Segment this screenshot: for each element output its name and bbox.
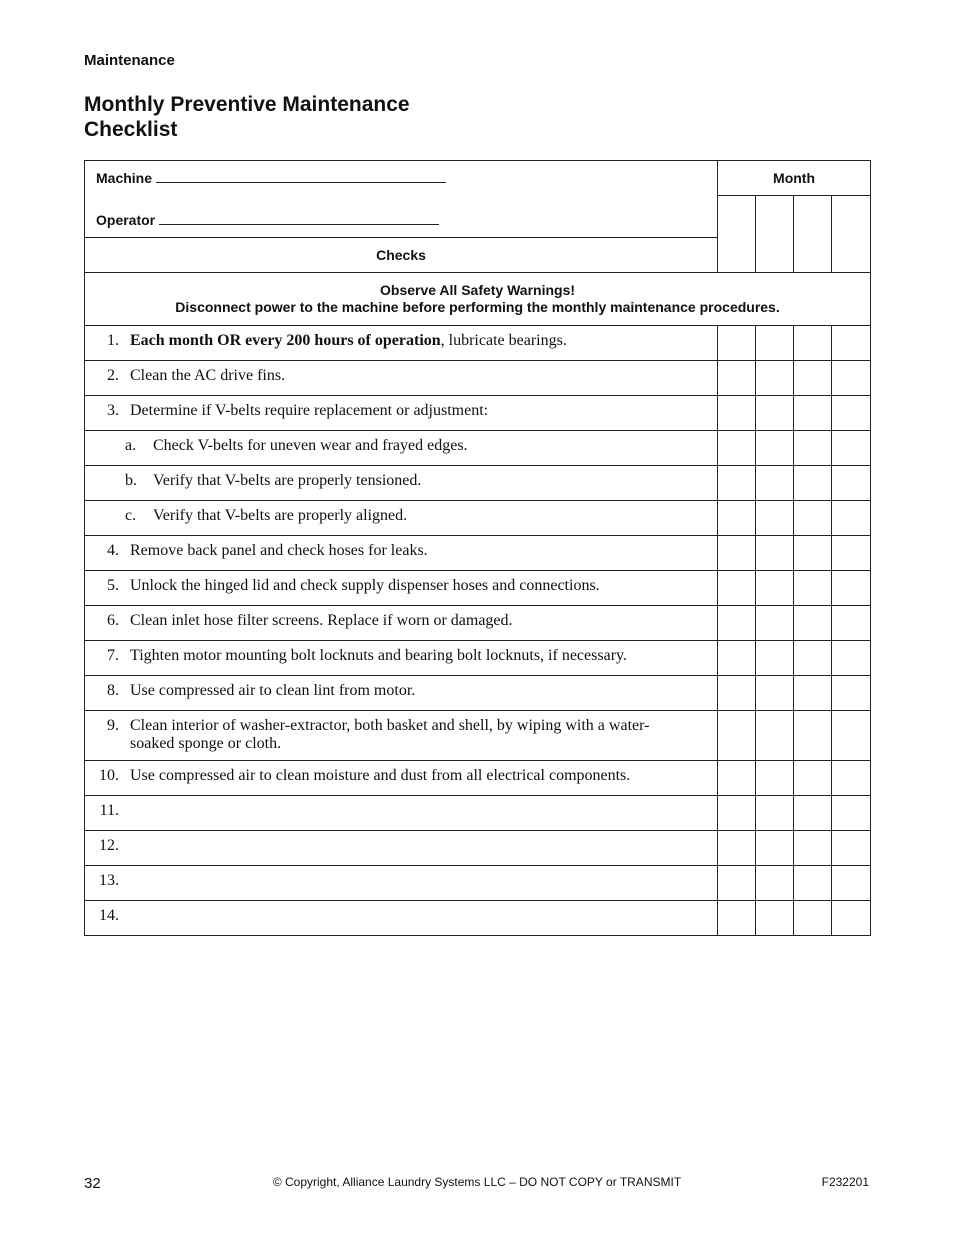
item-number: 1. — [107, 332, 119, 349]
month-2-check-box[interactable] — [756, 571, 794, 606]
item-emphasis: Each month OR every 200 hours of operation — [130, 332, 441, 349]
month-2-check-box[interactable] — [756, 501, 794, 536]
item-number: a. — [125, 437, 137, 454]
month-2-check-box[interactable] — [756, 536, 794, 571]
operator-label: Operator — [96, 212, 156, 228]
checklist-row — [85, 901, 871, 936]
month-2-check-box[interactable] — [756, 761, 794, 796]
item-number: 11. — [99, 802, 119, 819]
checklist-row — [85, 866, 871, 901]
checklist-row — [85, 606, 871, 641]
item-number: 10. — [99, 767, 119, 784]
month-1-check-box[interactable] — [718, 536, 756, 571]
machine-field[interactable] — [96, 170, 446, 186]
operator-blank-line[interactable] — [159, 212, 439, 225]
month-1-check-box[interactable] — [718, 606, 756, 641]
item-number: 2. — [107, 367, 119, 384]
month-1-check-box[interactable] — [718, 866, 756, 901]
month-2-check-box[interactable] — [756, 831, 794, 866]
item-description: Check V-belts for uneven wear and frayed edges. — [153, 437, 468, 454]
checklist-item-text — [85, 831, 718, 866]
month-4-check-box[interactable] — [832, 676, 871, 711]
month-3-check-box[interactable] — [794, 866, 832, 901]
item-number: 9. — [107, 717, 119, 734]
checklist-row — [85, 571, 871, 606]
checklist-row — [85, 466, 871, 501]
item-description: Unlock the hinged lid and check supply dispenser hoses and connections. — [130, 577, 600, 594]
copyright-notice: © Copyright, Alliance Laundry Systems LLC – DO NOT COPY or TRANSMIT — [272, 1175, 682, 1189]
month-2-check-box[interactable] — [756, 901, 794, 936]
month-3-check-box[interactable] — [794, 761, 832, 796]
month-3-check-box[interactable] — [794, 571, 832, 606]
item-description: Determine if V-belts require replacement or adjustment: — [130, 402, 489, 419]
checklist-item-text — [85, 431, 718, 466]
item-description: Tighten motor mounting bolt locknuts and bearing bolt locknuts, if necessary. — [130, 647, 627, 664]
checklist-item-text — [85, 466, 718, 501]
checklist-item-text — [85, 901, 718, 936]
month-4-check-box[interactable] — [832, 466, 871, 501]
month-4-check-box[interactable] — [832, 831, 871, 866]
item-number: 3. — [107, 402, 119, 419]
month-4-check-box[interactable] — [832, 641, 871, 676]
checklist-row — [85, 761, 871, 796]
month-header: Month — [718, 161, 871, 196]
month-2-check-box[interactable] — [756, 866, 794, 901]
month-3-check-box[interactable] — [794, 831, 832, 866]
checklist-item-text — [85, 711, 718, 761]
checklist-row — [85, 431, 871, 466]
month-3-header-box[interactable] — [794, 196, 832, 273]
item-description: Use compressed air to clean moisture and dust from all electrical components. — [130, 767, 631, 784]
month-4-check-box[interactable] — [832, 501, 871, 536]
month-1-check-box[interactable] — [718, 796, 756, 831]
month-4-check-box[interactable] — [832, 361, 871, 396]
operator-field[interactable] — [96, 212, 439, 228]
month-1-check-box[interactable] — [718, 466, 756, 501]
item-description: , lubricate bearings. — [440, 332, 567, 349]
month-2-check-box[interactable] — [756, 676, 794, 711]
checklist-row — [85, 396, 871, 431]
month-2-check-box[interactable] — [756, 641, 794, 676]
machine-operator-fields — [85, 161, 718, 238]
month-4-check-box[interactable] — [832, 796, 871, 831]
month-4-check-box[interactable] — [832, 866, 871, 901]
checklist-row — [85, 501, 871, 536]
month-4-check-box[interactable] — [832, 571, 871, 606]
document-code: F232201 — [821, 1175, 869, 1189]
item-number: b. — [125, 472, 137, 489]
checklist-row — [85, 711, 871, 761]
month-3-check-box[interactable] — [794, 431, 832, 466]
month-4-check-box[interactable] — [832, 761, 871, 796]
month-1-check-box[interactable] — [718, 361, 756, 396]
item-number: 12. — [99, 837, 119, 854]
month-2-check-box[interactable] — [756, 796, 794, 831]
checklist-item-text — [85, 361, 718, 396]
month-2-check-box[interactable] — [756, 431, 794, 466]
month-4-check-box[interactable] — [832, 536, 871, 571]
item-description: Verify that V-belts are properly aligned. — [153, 507, 408, 524]
month-1-check-box[interactable] — [718, 901, 756, 936]
month-3-check-box[interactable] — [794, 711, 832, 761]
title-line-2: Checklist — [84, 118, 178, 141]
item-number: 14. — [99, 907, 119, 924]
checklist-item-text — [85, 796, 718, 831]
safety-warning-line-1: Observe All Safety Warnings! — [380, 282, 576, 298]
machine-blank-line[interactable] — [156, 170, 446, 183]
item-number: 5. — [107, 577, 119, 594]
checklist-item-text — [85, 761, 718, 796]
checklist-item-text — [85, 326, 718, 361]
month-2-check-box[interactable] — [756, 466, 794, 501]
checklist-item-text — [85, 571, 718, 606]
checklist-item-text — [85, 866, 718, 901]
checklist-item-text — [85, 501, 718, 536]
checklist-row — [85, 536, 871, 571]
item-description: Clean the AC drive fins. — [130, 367, 286, 384]
month-4-check-box[interactable] — [832, 901, 871, 936]
title-line-1: Monthly Preventive Maintenance — [84, 93, 410, 116]
month-1-check-box[interactable] — [718, 326, 756, 361]
checklist-row — [85, 641, 871, 676]
checklist-item-text — [85, 396, 718, 431]
month-4-check-box[interactable] — [832, 326, 871, 361]
month-3-check-box[interactable] — [794, 501, 832, 536]
month-2-check-box[interactable] — [756, 361, 794, 396]
month-1-check-box[interactable] — [718, 676, 756, 711]
month-3-check-box[interactable] — [794, 466, 832, 501]
item-number: 7. — [107, 647, 119, 664]
checklist-row — [85, 676, 871, 711]
item-description: Remove back panel and check hoses for leaks. — [130, 542, 428, 559]
safety-warning-line-2: Disconnect power to the machine before performing the monthly maintenance procedures. — [175, 299, 780, 315]
checklist-row — [85, 326, 871, 361]
month-2-check-box[interactable] — [756, 606, 794, 641]
checklist-item-text — [85, 676, 718, 711]
item-description: Use compressed air to clean lint from motor. — [130, 682, 416, 699]
month-1-check-box[interactable] — [718, 711, 756, 761]
month-3-check-box[interactable] — [794, 606, 832, 641]
page-title — [84, 92, 484, 142]
item-description: Clean interior of washer-extractor, both basket and shell, by wiping with a water-soaked sponge or cloth. — [130, 717, 650, 752]
machine-label: Machine — [96, 170, 153, 186]
checks-header: Checks — [85, 238, 718, 273]
month-3-check-box[interactable] — [794, 641, 832, 676]
month-1-check-box[interactable] — [718, 431, 756, 466]
month-3-check-box[interactable] — [794, 676, 832, 711]
month-2-check-box[interactable] — [756, 711, 794, 761]
checklist-item-text — [85, 606, 718, 641]
month-2-header-box[interactable] — [756, 196, 794, 273]
checklist-row — [85, 796, 871, 831]
checklist-item-text — [85, 641, 718, 676]
month-3-check-box[interactable] — [794, 361, 832, 396]
month-4-check-box[interactable] — [832, 396, 871, 431]
month-1-check-box[interactable] — [718, 831, 756, 866]
month-4-check-box[interactable] — [832, 711, 871, 761]
item-number: c. — [125, 507, 137, 524]
item-number: 13. — [99, 872, 119, 889]
month-1-header-box[interactable] — [718, 196, 756, 273]
safety-warning — [85, 273, 871, 326]
item-description: Clean inlet hose filter screens. Replace if worn or damaged. — [130, 612, 513, 629]
checklist-row — [85, 831, 871, 866]
month-3-check-box[interactable] — [794, 396, 832, 431]
month-1-check-box[interactable] — [718, 571, 756, 606]
month-3-check-box[interactable] — [794, 326, 832, 361]
month-4-header-box[interactable] — [832, 196, 871, 273]
item-number: 6. — [107, 612, 119, 629]
month-3-check-box[interactable] — [794, 796, 832, 831]
item-number: 8. — [107, 682, 119, 699]
section-label: Maintenance — [84, 52, 175, 69]
item-number: 4. — [107, 542, 119, 559]
month-3-check-box[interactable] — [794, 901, 832, 936]
checklist-row — [85, 361, 871, 396]
item-description: Verify that V-belts are properly tensioned. — [153, 472, 422, 489]
month-1-check-box[interactable] — [718, 641, 756, 676]
month-3-check-box[interactable] — [794, 536, 832, 571]
month-4-check-box[interactable] — [832, 431, 871, 466]
month-2-check-box[interactable] — [756, 396, 794, 431]
page-number: 32 — [84, 1175, 101, 1192]
month-1-check-box[interactable] — [718, 761, 756, 796]
maintenance-checklist-table — [84, 160, 871, 936]
month-2-check-box[interactable] — [756, 326, 794, 361]
month-1-check-box[interactable] — [718, 501, 756, 536]
month-4-check-box[interactable] — [832, 606, 871, 641]
checklist-item-text — [85, 536, 718, 571]
month-1-check-box[interactable] — [718, 396, 756, 431]
